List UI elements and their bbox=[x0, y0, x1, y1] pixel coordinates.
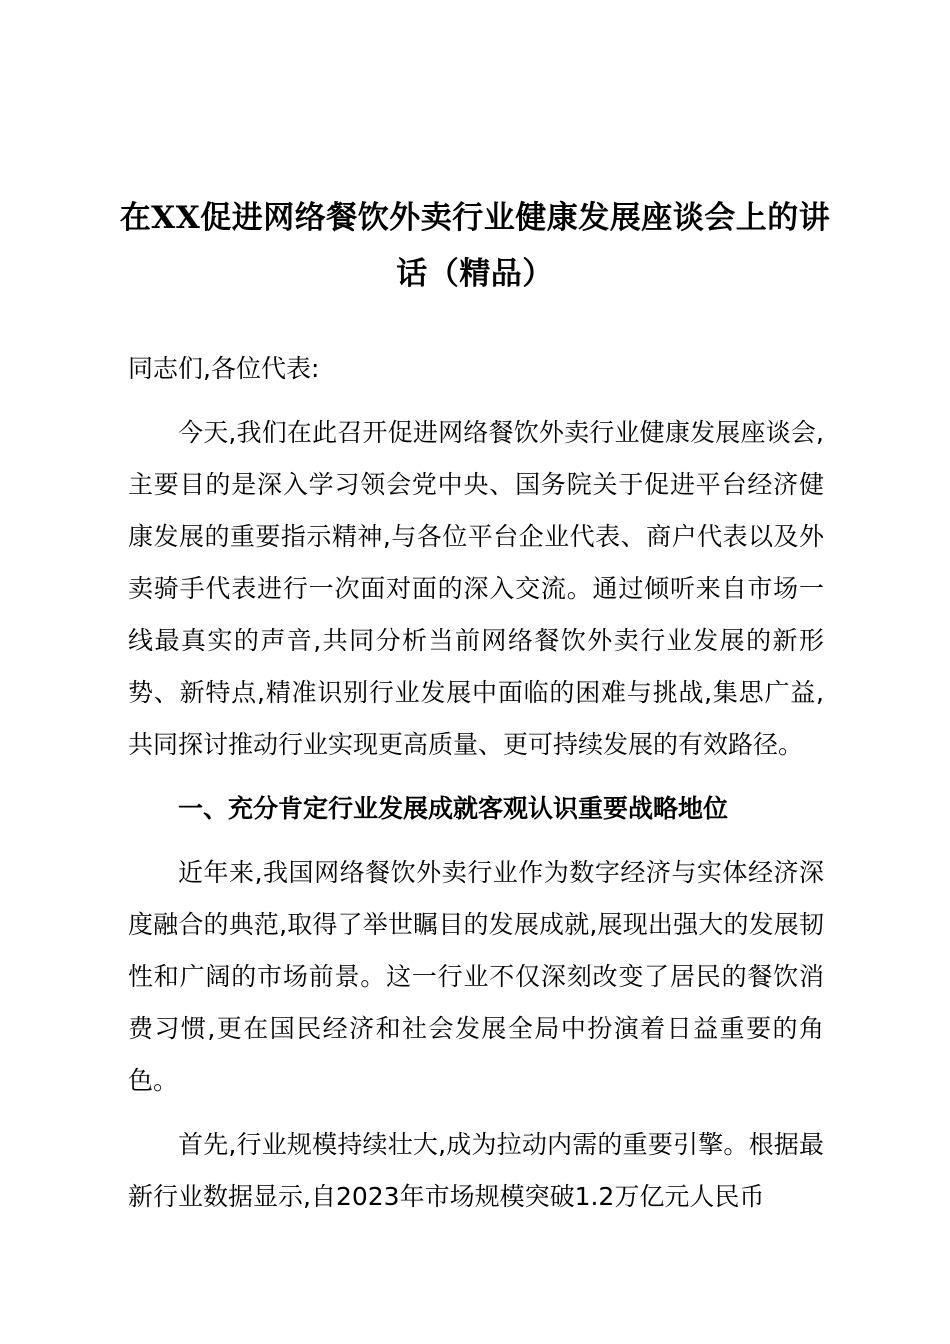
body-paragraph: 近年来,我国网络餐饮外卖行业作为数字经济与实体经济深度融合的典范,取得了举世瞩目的发展成就,展现出强大的发展韧性和广阔的市场前景。这一行业不仅深刻改变了居民的餐饮消费习惯,更在国民经济和社会发展全局中扮演着日益重要的角色。 bbox=[128, 858, 824, 1095]
body-paragraph: 首先,行业规模持续壮大,成为拉动内需的重要引擎。根据最新行业数据显示,自2023年市场规模突破1.2万亿元人民币 bbox=[128, 1130, 824, 1211]
intro-paragraph: 今天,我们在此召开促进网络餐饮外卖行业健康发展座谈会,主要目的是深入学习领会党中央、国务院关于促进平台经济健康发展的重要指示精神,与各位平台企业代表、商户代表以及外卖骑手代表进行一次面对面的深入交流。通过倾听来自市场一线最真实的声音,共同分析当前网络餐饮外卖行业发展的新形势、新特点,精准识别行业发展中面临的困难与挑战,集思广益,共同探讨推动行业实现更高质量、更可持续发展的有效路径。 bbox=[128, 418, 824, 759]
salutation: 同志们,各位代表: bbox=[128, 354, 320, 383]
document-body bbox=[128, 343, 824, 1235]
section-heading: 一、充分肯定行业发展成就客观认识重要战略地位 bbox=[178, 794, 729, 823]
document-title: 在XX促进网络餐饮外卖行业健康发展座谈会上的讲话（精品） bbox=[119, 200, 831, 292]
